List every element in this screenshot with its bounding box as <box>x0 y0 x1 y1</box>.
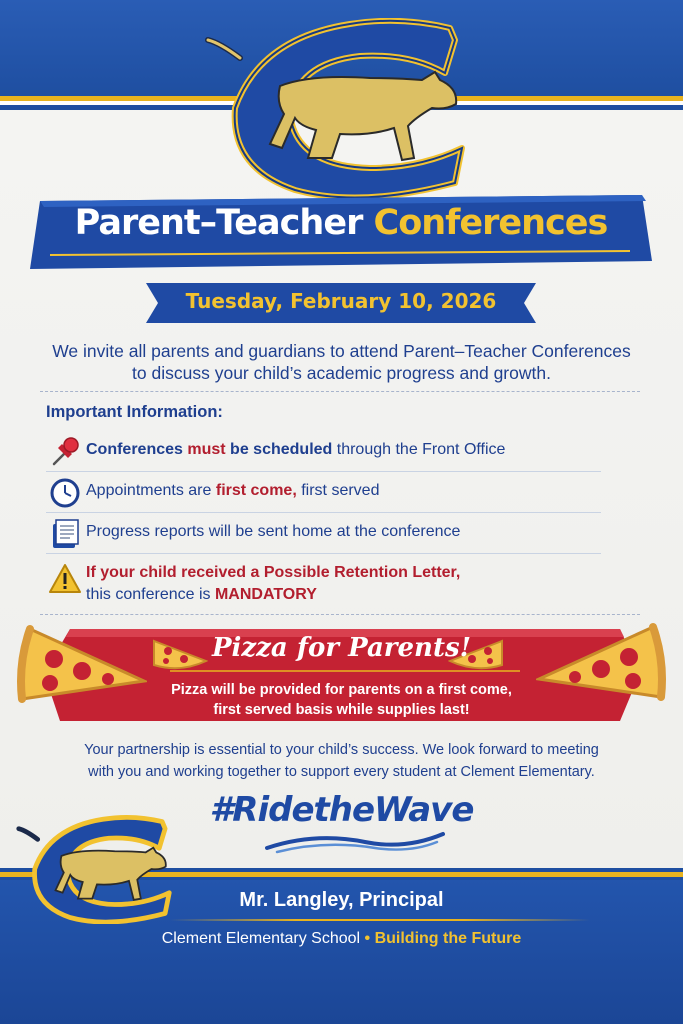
closing-line-2: with you and working together to support every student at Clement Elementary. <box>88 764 595 780</box>
info-text: Progress reports will be sent home at the conference <box>86 523 461 540</box>
title-part-2: Conferences <box>373 203 608 243</box>
date-ribbon <box>146 283 536 323</box>
divider <box>40 391 640 392</box>
school-name: Clement Elementary School <box>161 930 361 947</box>
page-title <box>30 203 652 243</box>
info-text-part: Appointments are <box>86 482 216 499</box>
info-text <box>86 562 460 606</box>
closing-line-1: Your partnership is essential to your child’s success. We look forward to meeting <box>84 742 599 758</box>
info-emphasis: If your child received a Possible Retention Letter, <box>86 564 461 581</box>
clock-icon <box>48 475 82 509</box>
pizza-text <box>0 680 683 720</box>
info-item <box>46 473 601 513</box>
info-text <box>86 482 379 500</box>
pizza-banner <box>0 615 683 730</box>
info-item <box>46 514 601 554</box>
info-emphasis: must <box>187 441 226 458</box>
info-item <box>46 432 601 472</box>
pizza-title: Pizza for Parents! <box>211 633 472 663</box>
info-item <box>46 560 601 608</box>
info-text <box>86 441 505 459</box>
principal-name: Mr. Langley, Principal <box>239 889 444 911</box>
pizza-line-2: first served basis while supplies last! <box>213 702 470 718</box>
info-text-part: Conferences <box>86 441 188 458</box>
info-text-part: through the Front Office <box>332 441 506 458</box>
intro-text <box>30 340 653 384</box>
closing-text <box>40 739 643 783</box>
school-logo <box>200 18 470 198</box>
info-emphasis: MANDATORY <box>214 586 317 603</box>
pizza-line-1: Pizza will be provided for parents on a first come, <box>171 682 512 698</box>
hashtag: #RidetheWave <box>209 790 474 830</box>
pushpin-icon <box>48 434 82 468</box>
document-icon <box>48 516 82 550</box>
school-motto: Building the Future <box>374 930 522 947</box>
info-heading: Important Information: <box>46 403 223 421</box>
intro-line-1: We invite all parents and guardians to attend Parent–Teacher Conferences <box>52 341 631 361</box>
separator: • <box>364 930 371 947</box>
info-text-part: first served <box>296 482 380 499</box>
warning-icon <box>48 562 82 596</box>
signature-line <box>170 919 590 921</box>
info-text-part: be scheduled <box>225 441 333 458</box>
intro-line-2: to discuss your child’s academic progress and growth. <box>132 363 551 383</box>
event-date: Tuesday, February 10, 2026 <box>185 289 497 313</box>
school-line <box>0 930 683 948</box>
info-emphasis: first come, <box>215 482 297 499</box>
title-banner <box>30 195 652 273</box>
wave-icon <box>265 828 445 854</box>
title-part-1: Parent–Teacher <box>74 203 363 243</box>
info-text-part: this conference is <box>86 586 215 603</box>
